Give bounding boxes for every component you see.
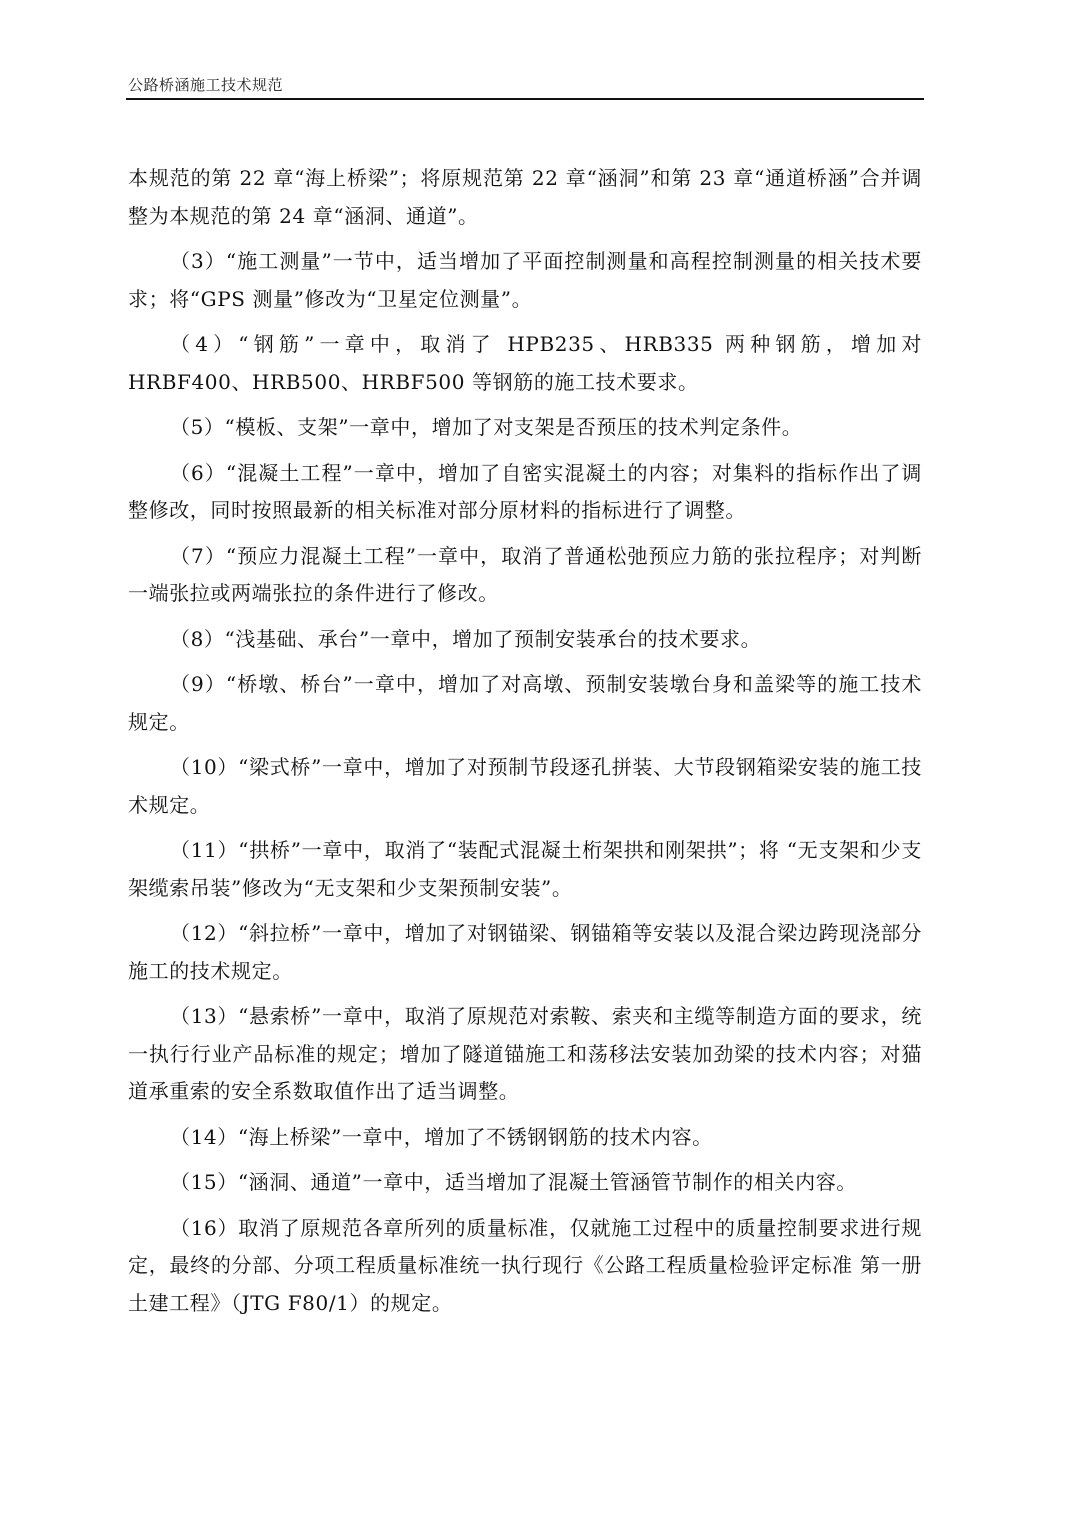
paragraph-item-12: （12）“斜拉桥”一章中，增加了对钢锚梁、钢锚箱等安装以及混合梁边跨现浇部分施工的技术规定。 <box>128 921 922 983</box>
paragraph-item-16: （16）取消了原规范各章所列的质量标准，仅就施工过程中的质量控制要求进行规定，最终的分部、分项工程质量标准统一执行现行《公路工程质量检验评定标准 第一册 土建工程》（JTG F80/1）的规定。 <box>128 1215 922 1315</box>
paragraph-item-5: （5）“模板、支架”一章中，增加了对支架是否预压的技术判定条件。 <box>170 415 803 439</box>
paragraph-item-3: （3）“施工测量”一节中，适当增加了平面控制测量和高程控制测量的相关技术要求；将“GPS 测量”修改为“卫星定位测量”。 <box>128 249 922 311</box>
paragraph-item-4: （4）“钢筋”一章中，取消了 HPB235、HRB335 两种钢筋，增加对 HRBF400、HRB500、HRBF500 等钢筋的施工技术要求。 <box>128 332 922 394</box>
paragraph-continuation: 本规范的第 22 章“海上桥梁”；将原规范第 22 章“涵洞”和第 23 章“通道桥涵”合并调整为本规范的第 24 章“涵洞、通道”。 <box>128 166 922 228</box>
paragraph-item-13: （13）“悬索桥”一章中，取消了原规范对索鞍、索夹和主缆等制造方面的要求，统一执行行业产品标准的规定；增加了隧道锚施工和荡移法安装加劲梁的技术内容；对猫道承重索的安全系数取值作出了适当调整。 <box>128 1004 922 1103</box>
paragraph-item-9: （9）“桥墩、桥台”一章中，增加了对高墩、预制安装墩台身和盖梁等的施工技术规定。 <box>128 672 922 734</box>
document-body <box>128 160 922 1330</box>
running-header: 公路桥涵施工技术规范 <box>128 76 284 94</box>
header-rule <box>126 98 924 100</box>
paragraph-item-6: （6）“混凝土工程”一章中，增加了自密实混凝土的内容；对集料的指标作出了调整修改，同时按照最新的相关标准对部分原材料的指标进行了调整。 <box>128 460 922 522</box>
paragraph-item-15: （15）“涵洞、通道”一章中，适当增加了混凝土管涵管节制作的相关内容。 <box>170 1170 857 1194</box>
paragraph-item-10: （10）“梁式桥”一章中，增加了对预制节段逐孔拼装、大节段钢箱梁安装的施工技术规定。 <box>128 755 922 817</box>
paragraph-item-14: （14）“海上桥梁”一章中，增加了不锈钢钢筋的技术内容。 <box>170 1124 713 1149</box>
paragraph-item-11: （11）“拱桥”一章中，取消了“装配式混凝土桁架拱和刚架拱”；将 “无支架和少支架缆索吊装”修改为“无支架和少支架预制安装”。 <box>128 838 922 900</box>
paragraph-item-8: （8）“浅基础、承台”一章中，增加了预制安装承台的技术要求。 <box>170 626 762 651</box>
paragraph-item-7: （7）“预应力混凝土工程”一章中，取消了普通松弛预应力筋的张拉程序；对判断一端张拉或两端张拉的条件进行了修改。 <box>128 543 922 605</box>
